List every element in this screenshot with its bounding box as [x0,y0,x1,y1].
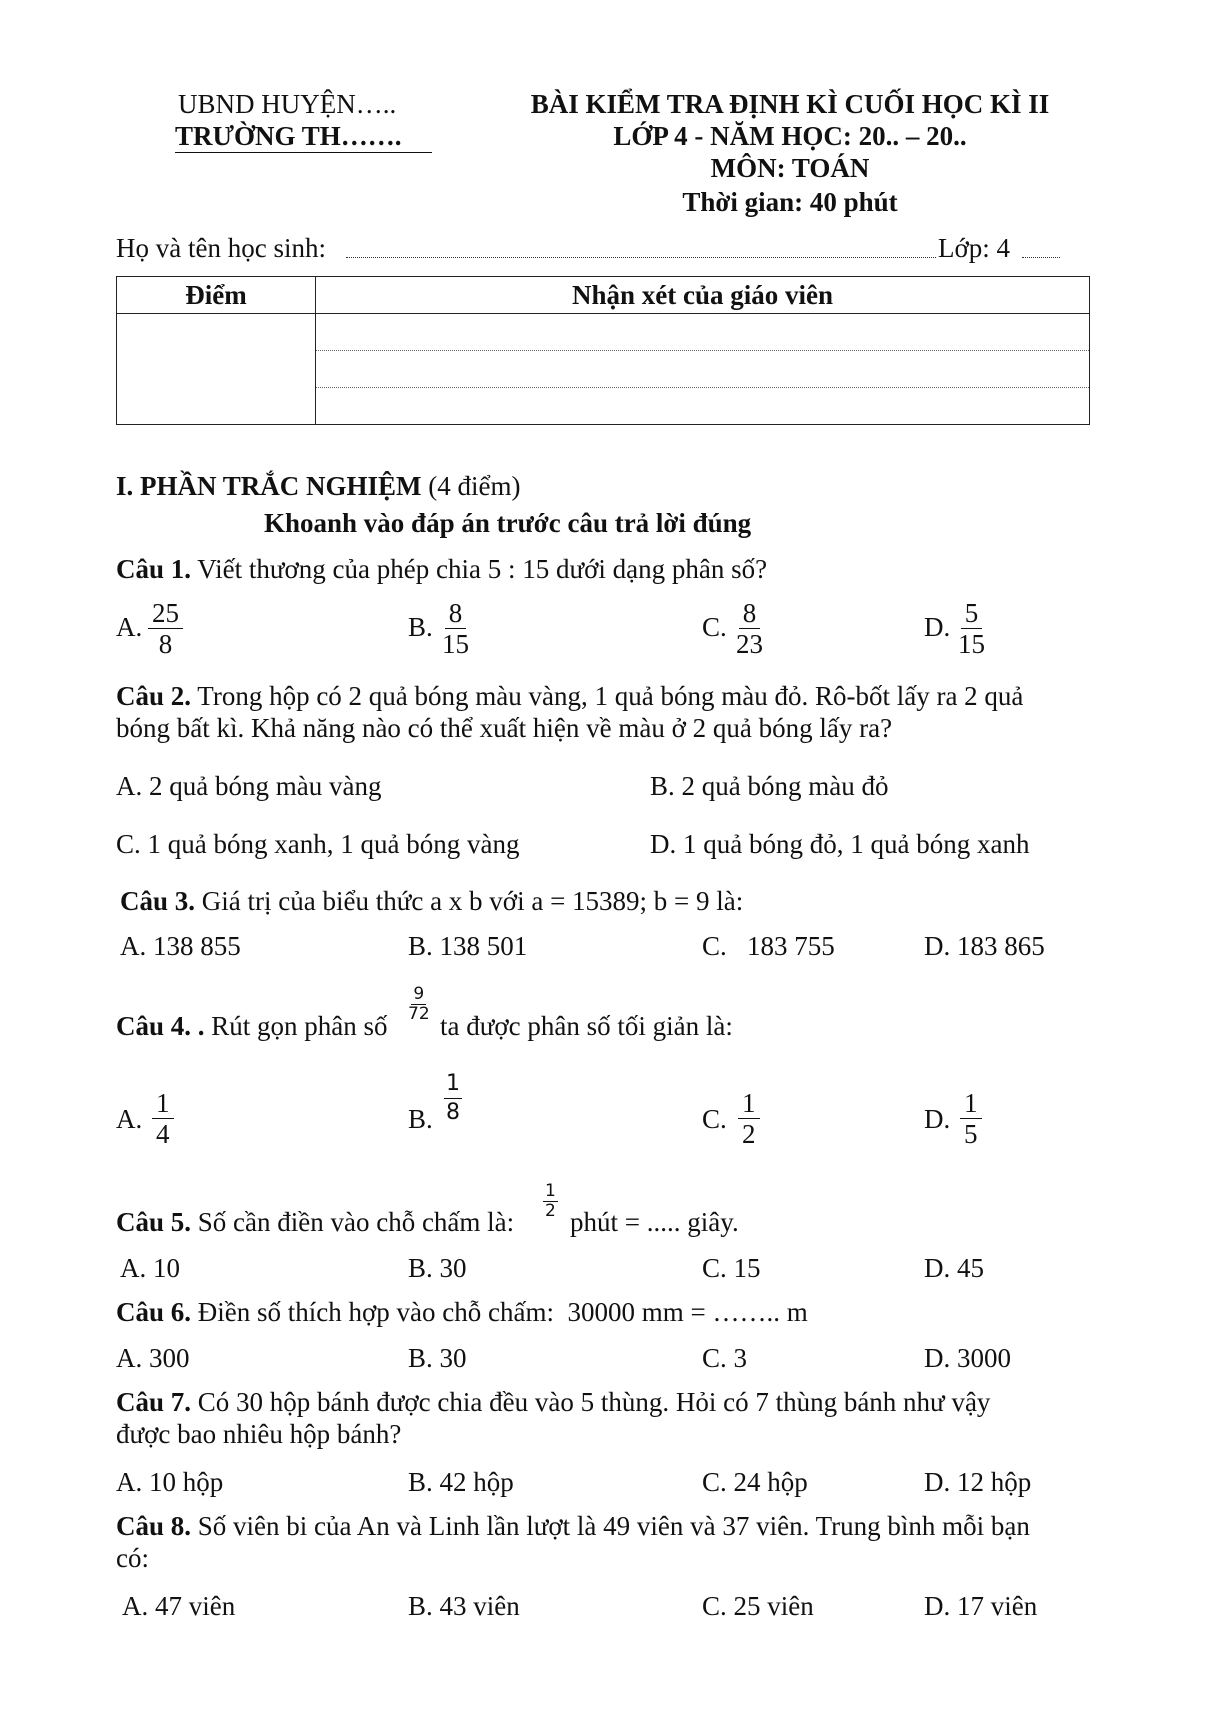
q4-option-c-letter[interactable]: C. [702,1104,727,1134]
q5-option-c[interactable]: C. 15 [702,1253,761,1283]
q7-option-b[interactable]: B. 42 hộp [408,1467,514,1497]
q2-option-b[interactable]: B. 2 quả bóng màu đỏ [650,771,889,801]
q8-option-c[interactable]: C. 25 viên [702,1591,814,1621]
exam-title: BÀI KIỂM TRA ĐỊNH KÌ CUỐI HỌC KÌ II [530,89,1050,119]
q6-option-a[interactable]: A. 300 [116,1343,190,1373]
q1-option-d-letter[interactable]: D. [924,612,951,642]
comment-cell[interactable] [316,314,1090,425]
q7-option-d[interactable]: D. 12 hộp [924,1467,1032,1497]
q8-option-d[interactable]: D. 17 viên [924,1591,1038,1621]
q5-option-d[interactable]: D. 45 [924,1253,984,1283]
q1-option-a-fraction: $\frac{25}{8}$ [148,598,183,659]
q3-option-a[interactable]: A. 138 855 [120,931,241,961]
score-cell[interactable] [117,314,316,425]
question-7: Câu 7. Có 30 hộp bánh được chia đều vào 5 thùng. Hỏi có 7 thùng bánh như vậy [116,1387,991,1417]
q2-option-a[interactable]: A. 2 quả bóng màu vàng [116,771,382,801]
class-field[interactable] [1022,257,1060,258]
q4-option-b-letter[interactable]: B. [408,1104,433,1134]
q3-option-b[interactable]: B. 138 501 [408,931,528,961]
q7-option-a[interactable]: A. 10 hộp [116,1467,224,1497]
q4-option-d-letter[interactable]: D. [924,1104,951,1134]
question-5-text-after: phút = ..... giây. [570,1207,739,1237]
score-header: Điểm [117,277,316,314]
district-label: UBND HUYỆN….. [178,89,397,119]
question-4-text-before: Câu 4. . Rút gọn phân số [116,1011,388,1041]
grade-year: LỚP 4 - NĂM HỌC: 20.. – 20.. [613,121,967,151]
q4-option-b-fraction: $\frac{1}{8}$ [446,1071,460,1125]
q4-option-a-letter[interactable]: A. [116,1104,143,1134]
q4-option-c-fraction: $\frac{1}{2}$ [738,1088,760,1149]
question-2: Câu 2. Trong hộp có 2 quả bóng màu vàng, 1 quả bóng màu đỏ. Rô-bốt lấy ra 2 quả [116,681,1024,711]
q1-option-b-letter[interactable]: B. [408,612,433,642]
q5-option-a[interactable]: A. 10 [120,1253,180,1283]
q3-option-c[interactable]: C. 183 755 [702,931,835,961]
score-table [116,276,1090,425]
exam-time: Thời gian: 40 phút [682,187,898,217]
q6-option-b[interactable]: B. 30 [408,1343,467,1373]
student-name-field[interactable] [346,257,936,258]
question-1: Câu 1. Viết thương của phép chia 5 : 15 dưới dạng phân số? [116,554,768,584]
q2-option-c[interactable]: C. 1 quả bóng xanh, 1 quả bóng vàng [116,829,520,859]
q4-question-fraction: $\frac{9}{72}$ [408,984,430,1024]
question-6: Câu 6. Điền số thích hợp vào chỗ chấm: 30000 mm = …….. m [116,1297,808,1327]
q7-option-c[interactable]: C. 24 hộp [702,1467,808,1497]
question-2-line2: bóng bất kì. Khả năng nào có thể xuất hiện về màu ở 2 quả bóng lấy ra? [116,713,893,743]
q6-option-c[interactable]: C. 3 [702,1343,748,1373]
question-5-text-before: Câu 5. Số cần điền vào chỗ chấm là: [116,1207,515,1237]
subject: MÔN: TOÁN [710,153,870,183]
question-8: Câu 8. Số viên bi của An và Linh lần lượt là 49 viên và 37 viên. Trung bình mỗi bạn [116,1511,1030,1541]
q3-option-d[interactable]: D. 183 865 [924,931,1045,961]
q8-option-b[interactable]: B. 43 viên [408,1591,520,1621]
q5-option-b[interactable]: B. 30 [408,1253,467,1283]
q6-option-d[interactable]: D. 3000 [924,1343,1011,1373]
q1-option-a-letter[interactable]: A. [116,612,143,642]
question-8-line2: có: [116,1543,149,1573]
q1-option-b-fraction: $\frac{8}{15}$ [442,598,469,659]
q8-option-a[interactable]: A. 47 viên [122,1591,236,1621]
question-4-text-after: ta được phân số tối giản là: [440,1011,733,1041]
comment-header: Nhận xét của giáo viên [316,277,1090,314]
section-instruction: Khoanh vào đáp án trước câu trả lời đúng [264,508,752,538]
section-title: I. PHẦN TRẮC NGHIỆM (4 điểm) [116,471,521,501]
q4-option-a-fraction: $\frac{1}{4}$ [152,1088,174,1149]
q2-option-d[interactable]: D. 1 quả bóng đỏ, 1 quả bóng xanh [650,829,1030,859]
q4-option-d-fraction: $\frac{1}{5}$ [960,1088,982,1149]
student-name-label: Họ và tên học sinh: [116,233,326,263]
question-7-line2: được bao nhiêu hộp bánh? [116,1419,402,1449]
q5-question-fraction: $\frac{1}{2}$ [545,1181,556,1221]
q1-option-c-fraction: $\frac{8}{23}$ [736,598,763,659]
class-label: Lớp: 4 [938,233,1011,263]
q1-option-c-letter[interactable]: C. [702,612,727,642]
question-3: Câu 3. Giá trị của biểu thức a x b với a = 15389; b = 9 là: [120,886,744,916]
school-label: TRƯỜNG TH……. [175,120,432,153]
q1-option-d-fraction: $\frac{5}{15}$ [958,598,985,659]
